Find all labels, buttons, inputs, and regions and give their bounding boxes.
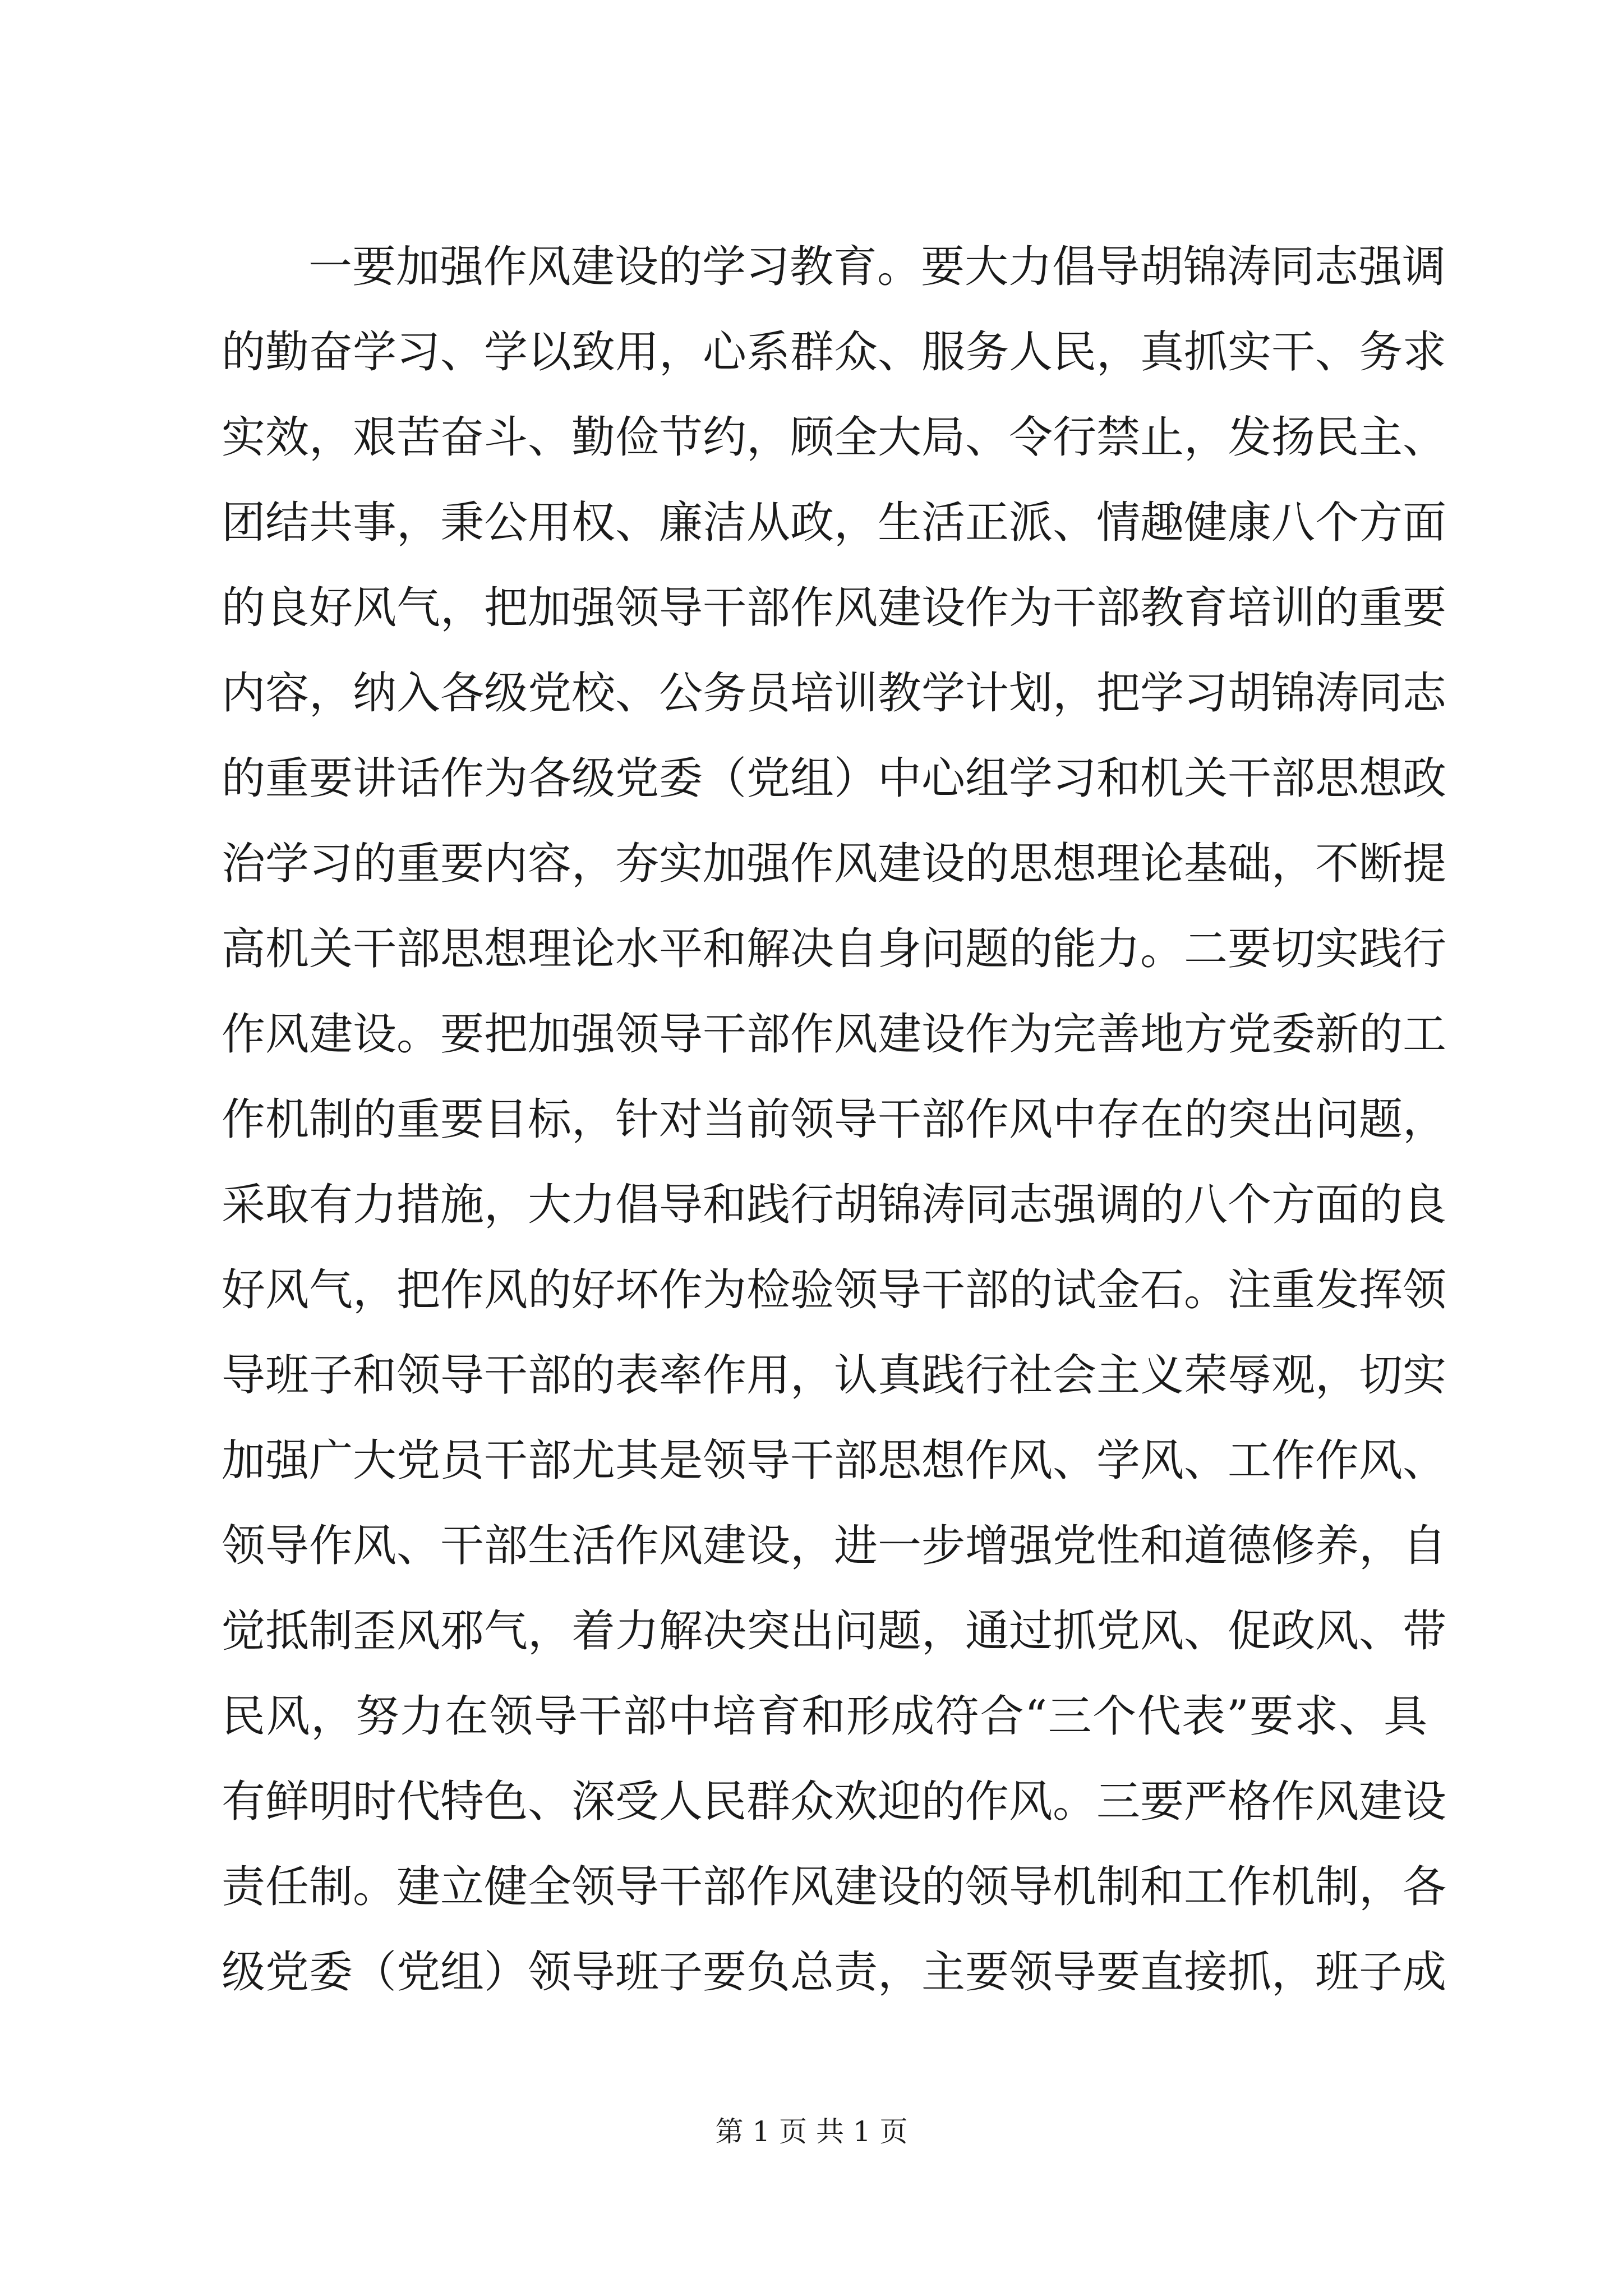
text-line: 导班子和领导干部的表率作用，认真践行社会主义荣辱观，切实 — [222, 1350, 1447, 1401]
text-line: 的良好风气，把加强领导干部作风建设作为干部教育培训的重要 — [222, 583, 1447, 633]
text-line: 一要加强作风建设的学习教育。要大力倡导胡锦涛同志强调 — [308, 242, 1446, 292]
text-line: 作风建设。要把加强领导干部作风建设作为完善地方党委新的工 — [222, 1009, 1447, 1060]
page-number: 第 1 页 共 1 页 — [715, 2115, 908, 2148]
text-line: 民风，努力在领导干部中培育和形成符合“三个代表”要求、具 — [222, 1691, 1427, 1742]
text-line: 有鲜明时代特色、深受人民群众欢迎的作风。三要严格作风建设 — [222, 1777, 1447, 1827]
text-line: 领导作风、干部生活作风建设，进一步增强党性和道德修养，自 — [222, 1521, 1447, 1571]
text-line: 治学习的重要内容，夯实加强作风建设的思想理论基础，不断提 — [222, 839, 1447, 889]
text-line: 级党委（党组）领导班子要负总责，主要领导要直接抓，班子成 — [222, 1947, 1447, 1998]
text-line: 采取有力措施，大力倡导和践行胡锦涛同志强调的八个方面的良 — [222, 1180, 1447, 1230]
body-paragraph — [222, 224, 1447, 2015]
text-line: 的重要讲话作为各级党委（党组）中心组学习和机关干部思想政 — [222, 753, 1447, 804]
text-line: 觉抵制歪风邪气，着力解决突出问题，通过抓党风、促政风、带 — [222, 1606, 1447, 1657]
text-line: 加强广大党员干部尤其是领导干部思想作风、学风、工作作风、 — [222, 1435, 1447, 1486]
text-line: 内容，纳入各级党校、公务员培训教学计划，把学习胡锦涛同志 — [222, 668, 1447, 719]
text-line: 好风气，把作风的好坏作为检验领导干部的试金石。注重发挥领 — [222, 1265, 1447, 1315]
text-line: 的勤奋学习、学以致用，心系群众、服务人民，真抓实干、务求 — [222, 327, 1447, 378]
text-line: 高机关干部思想理论水平和解决自身问题的能力。二要切实践行 — [222, 924, 1447, 974]
text-line: 作机制的重要目标，针对当前领导干部作风中存在的突出问题， — [222, 1094, 1447, 1145]
text-line: 团结共事，秉公用权、廉洁从政，生活正派、情趣健康八个方面 — [222, 498, 1447, 548]
page-footer — [0, 2112, 1623, 2151]
text-line: 实效，艰苦奋斗、勤俭节约，顾全大局、令行禁止，发扬民主、 — [222, 412, 1447, 463]
text-line: 责任制。建立健全领导干部作风建设的领导机制和工作机制，各 — [222, 1862, 1447, 1912]
